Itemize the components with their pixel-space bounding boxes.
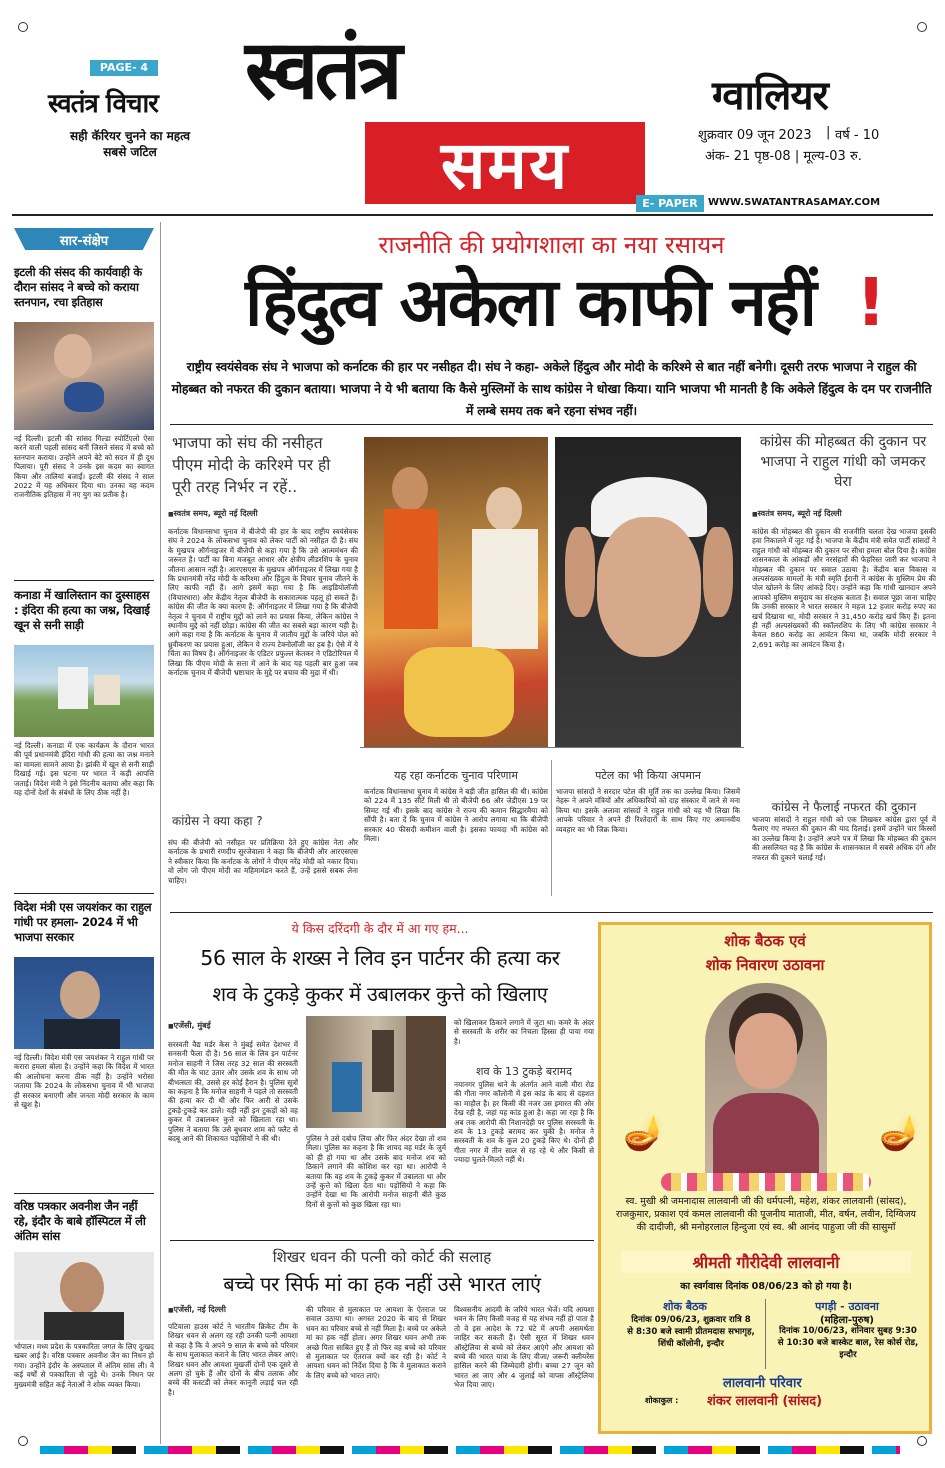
ad-box-2-sub: (महिला-पुरुष) xyxy=(820,1315,874,1326)
court-byline: ■ एजेंसी, नई दिल्ली xyxy=(168,1304,298,1315)
right-story-head: कांग्रेस की मोहब्बत की दुकान पर भाजपा ने राहुल गांधी को जमकर घेरा xyxy=(759,434,927,490)
section-subtitle: सही कॅरियर चुनने का महत्व सबसे जटिल xyxy=(69,129,191,159)
right-story-byline: ■ स्वतंत्र समय, ब्यूरो नई दिल्ली xyxy=(752,508,936,519)
court-kicker: शिखर धवन की पत्नी को कोर्ट की सलाह xyxy=(272,1248,492,1266)
brief-1-text: नई दिल्ली। इटली की सांसद गिल्डा स्पोर्टिएलो ऐसा करने वाली पहली सांसद बनीं जिसने संसद में बच्चे को स्तनपान कराया। उन्होंने अपने बेटे को सदन में ही दूध पिलाया। पूरी संसद ने उनके इस कदम का स्वागत किया और तालियां बजाईं। इटली की संसद ने साल 2022 में यह अधिकार दिया था। उनका यह कदम राजनीतिक इतिहास में नए युग का प्रतीक है। xyxy=(14,434,154,500)
lead-headline: हिंदुत्व अकेला काफी नहीं xyxy=(245,264,815,341)
logo-top: स्वतंत्र xyxy=(245,22,399,118)
brief-4-text: भोपाल। मध्य प्रदेश के पत्रकारिता जगत के लिए दुःखद खबर आई है। वरिष्ठ पत्रकार अवनीश जैन का निधन हो गया। उन्होंने इंदौर के अस्पताल में अंतिम सांस ली। वे कई वर्षों से पत्रकारिता से जुड़े थे। उनके निधन पर मुख्यमंत्री सहित कई नेताओं ने शोक व्यक्त किया। xyxy=(14,1342,154,1389)
ad-mourner-label: शोकाकुल : xyxy=(645,1396,679,1405)
court-text-1: पटियाला हाउस कोर्ट ने भारतीय क्रिकेट टीम के शिखर धवन से अलग रह रही उनकी पत्नी आयशा से कहा है कि वे अपने 9 साल के बच्चे को परिवार के साथ मुलाकात कराने के लिए भारत लेकर आएं। शिखर धवन और आयशा मुखर्जी दोनों एक दूसरे से अलग हो चुके हैं और दोनों के बीच तलाक और बच्चे की कस्टडी को लेकर कानूनी लड़ाई चल रही है। xyxy=(168,1322,298,1397)
crime-text-1: सरस्वती वैद्य मर्डर केस ने मुंबई समेत देशभर में सनसनी फैला दी है। 56 साल के लिव इन पार्टनर मनोज साहनी ने जिस तरह 32 साल की सरस्वती की मौत के घाट उतार और उसके शव के साथ जो बीभत्सता की, उससे हर कोई हैरान है। पुलिस सूत्रों का कहना है कि मनोज साहनी ने पहले तो सरस्वती की हत्या कर दी थी और फिर आरी से उसके टुकड़े-टुकड़े कर डाले। यही नहीं इन टुकड़ों को वह कुकर में उबालकर कुत्ते को खिलाता रहा था। पुलिस ने बताया कि उसे बुधवार शाम को फ्लैट से बदबू आने की शिकायत पड़ोसियों ने की थी। xyxy=(168,1040,298,1144)
ad-title-2: शोक निवारण उठावना xyxy=(705,956,825,974)
brief-4-title: वरिष्ठ पत्रकार अवनीश जैन नहीं रहे, इंदौर के बाबे हॉस्पिटल में ली अंतिम सांस xyxy=(14,1199,146,1243)
crime-text-4: नयानगर पुलिस थाने के अंतर्गत आने वाली मीरा रोड की गीता नगर कॉलोनी में इस कांड के बाद से दहशत का माहौल है। हर किसी की नजर उस इमारत की ओर देख रही है, जहां यह कांड हुआ है। कहा जा रहा है कि अब तक आरोपी की निशानदेही पर पुलिस सरस्वती के शव के 13 टुकड़े बरामद कर चुकी है। मनोज ने सरस्वती के शव के कुल 20 टुकड़े किए थे। दोनों ही गीता नगर में तीन साल से रह रहे थे और किसी से ज्यादा घुलते-मिलते नहीं थे। xyxy=(454,1080,594,1165)
lead-intro: राष्ट्रीय स्वयंसेवक संघ ने भाजपा को कर्नाटक की हार पर नसीहत दी। संघ ने कहा- अकेले हिंदुत्व और मोदी के करिश्मे से बात नहीं बनेगी। दूसरी तरफ भाजपा ने राहुल की मोहब्बत को नफरत की दुकान बताया। भाजपा ने ये भी बताया कि कैसे मुस्लिमों के साथ कांग्रेस ने धोखा किया। यानि भाजपा भी मानती है कि अकेले हिंदुत्व के दम पर राजनीति में लम्बे समय तक बने रहना संभव नहीं। xyxy=(171,360,932,418)
brief-2-title: कनाडा में खालिस्तान का दुस्साहस : इंदिरा की हत्या का जश्न, दिखाई खून से सनी साड़ी xyxy=(14,588,150,632)
edition-year: वर्ष - 10 xyxy=(835,128,880,143)
ad-mourner: शंकर लालवानी (सांसद) xyxy=(707,1394,823,1409)
city-name: ग्वालियर xyxy=(712,73,828,119)
crime-headline-2: शव के टुकड़े कुकर में उबालकर कुत्ते को खिलाए xyxy=(212,982,548,1006)
ad-box-1-title: शोक बैठक xyxy=(663,1300,707,1313)
crime-byline: ■ एजेंसी, मुंबई xyxy=(168,1020,298,1031)
left-story-text-2: संघ की बीजेपी को नसीहत पर प्रतिक्रिया देते हुए कांग्रेस नेता और कर्नाटक के प्रभारी रणदीप सुरजेवाला ने कहा कि बीजेपी और आरएसएस ने स्वीकार किया कि कर्नाटक के लोगों ने पीएम नरेंद्र मोदी को नकार दिया। वो लोग जो पीएम मोदी का महिमामंडन करते हैं, उन्हें इससे सबक लेना चाहिए। xyxy=(168,838,358,885)
crime-headline-1: 56 साल के शख्स ने लिव इन पार्टनर की हत्या कर xyxy=(200,946,560,970)
crime-photo xyxy=(306,1016,446,1128)
ad-text: स्व. मुखी श्री जमनादास लालवानी जी की धर्मपत्नी, महेश, शंकर लालवानी (सांसद), राजकुमार, प्रकाश एवं कमल लालवानी की पूजनीय माताजी, मीत, वर्षन, लवीन, दिग्विजय की दादीजी, श्री मनोहरलाल हिन्दुजा एवं स्व. श्री आनंद पाहुजा जी की सासुमाँ xyxy=(616,1196,916,1233)
obituary-ad xyxy=(598,922,932,1434)
ad-family: लालवानी परिवार xyxy=(723,1376,802,1391)
right-story-text-2: भाजपा सांसदों ने राहुल गांधी को एक लिखकर कांग्रेस द्वारा पूर्व में फैलाए गए नफरत की दुकान की याद दिलाई। इसमें उन्होंने चार किस्सों का उल्लेख किया है। उन्होंने अपने पत्र में लिखा कि मोहब्बत की दुकान की असलियत यह है कि कांग्रेस के शासनकाल में सबसे अधिक दंगे और नफरत की दुकाने चलाई गईं। xyxy=(752,815,936,862)
crime-kicker: ये किस दरिंदगी के दौर में आ गए हम... xyxy=(291,921,469,936)
photo-modi-temple xyxy=(364,437,548,747)
brief-3-title: विदेश मंत्री एस जयशंकर का राहुल गांधी पर हमला- 2024 में भी भाजपा सरकार xyxy=(14,900,152,944)
section-title: स्वतंत्र विचार xyxy=(48,89,158,119)
lead-headline-bang: ! xyxy=(856,264,887,341)
caption-2-text: भाजपा सांसदों ने सरदार पटेल की मूर्ति तक का उल्लेख किया। जिसमें नेहरू ने अपने मंत्रियों और अधिकारियों को दाह संस्कार में जाने से मना किया था। इसके अलावा सांसदों ने राहुल गांधी को यह भी लिखा कि आपके परिवार ने अपने ही रिश्तेदारों के साथ किए गए अमानवीय व्यवहार का भी जिक्र किया। xyxy=(556,787,740,834)
ad-deceased-name: श्रीमती गौरीदेवी लालवानी xyxy=(621,1251,911,1273)
ad-portrait xyxy=(705,983,827,1183)
lamp-icon: 🪔 xyxy=(623,1113,666,1153)
registration-mark xyxy=(18,22,28,32)
ad-box-1-text: दिनांक 09/06/23, शुक्रवार रात्रि 8 से 8:30 बजे स्वामी प्रीतमदास सभागृह, शिंधी कॉलोनी, इन्दौर xyxy=(627,1315,755,1349)
brief-4-photo xyxy=(14,1252,154,1340)
crime-subhead: शव के 13 टुकड़े बरामद xyxy=(476,1065,572,1078)
crime-text-2: पुलिस ने उसे दबोच लिया और फिर अंदर देखा तो शव मिला। पुलिस का कहना है कि शायद वह मर्डर के जुर्म को ही हो गया था और उसके बाद मनोज शव को ठिकाने लगाने की कोशिश कर रहा था। आरोपी ने बताया कि वह शव के टुकड़े कुकर में उबालता था और उन्हें कुत्ते को खिला देता था। पड़ोसियों ने कहा कि उन्होंने देखा था कि आरोपी मनोज साहनी बीते कुछ दिनों से कुत्तों को कुछ खिला रहा था। xyxy=(306,1134,446,1209)
brief-3-text: नई दिल्ली। विदेश मंत्री एस जयशंकर ने राहुल गांधी पर करारा हमला बोला है। उन्होंने कहा कि विदेश में भारत की आलोचना करना ठीक नहीं है। उन्होंने भरोसा जताया कि 2024 के लोकसभा चुनाव में भी भाजपा ही सरकार बनाएगी और जनता मोदी सरकार के काम से खुश है। xyxy=(14,1053,154,1110)
court-text-3: विश्वसनीय आदमी के जरिये भारत भेजें। यदि आयशा धवन के लिए किसी वजह से यह संभव नहीं हो पाता है तो वे इस आदेश के 72 घंटे में अपनी असमर्थता जाहिर कर सकती हैं। ऐसी सूरत में शिखर धवन ऑस्ट्रेलिया से बच्चे को लेकर आएंगे और आयशा को बच्चे की भारत यात्रा के लिए वीजा/ जरूरी क्लीयरेंस हासिल करने की जिम्मेदारी होगी। बच्चा 27 जून को भारत आ जाए और 4 जुलाई को वापस ऑस्ट्रेलिया भेज दिया जाए। xyxy=(454,1305,594,1390)
brief-1-title: इटली की संसद की कार्यवाही के दौरान सांसद ने बच्चे को कराया स्तनपान, रचा इतिहास xyxy=(14,265,142,309)
court-text-2: की परिवार से मुलाकात पर आयशा के ऐतराज पर सवाल उठाया था। अगस्त 2020 के बाद से शिखर धवन का परिवार बच्चे से नहीं मिला है। बच्चे पर अकेले मां का हक नहीं होता। अगर शिखर धवन अभी तक अच्छे पिता साबित हुए हैं तो फिर वह बच्चे को परिवार से मुलाकात पर ऐतराज क्यों कर रही है। कोर्ट ने आयशा धवन को निर्देश दिया है कि वे मुलाकात कराने के लिए बच्चे को भारत लाएं। xyxy=(306,1305,446,1380)
court-headline: बच्चे पर सिर्फ मां का हक नहीं उसे भारत लाएं xyxy=(223,1272,541,1296)
brief-3-photo xyxy=(14,957,154,1049)
masthead-rule xyxy=(12,214,933,216)
edition-issue: अंक- 21 पृष्ठ-08 | मूल्य-03 रु. xyxy=(705,149,862,164)
ad-flowers xyxy=(661,1173,871,1191)
photo-rahul-gandhi xyxy=(555,437,741,747)
right-story-text: कांग्रेस की मोहब्बत की दुकान की राजनीति चलता देख भाजपा इसकी हवा निकालने में जुट गई है। भाजपा के केंद्रीय मंत्री समेत पार्टी सांसदों ने राहुल गांधी को मोहब्बत की दुकान पर सीधा हमला बोल दिया है। कांग्रेस शासनकाल के आंकड़ों और नरसंहारों की फेहरिस्त जारी कर भाजपा ने मोहब्बत की दुकान पर सवाल उठाया है। केंद्रीय बाल विकास व अल्पसंख्यक मामलों के मंत्री स्मृति ईरानी ने कांग्रेस के मुस्लिम प्रेम की पोल खोलने के लिए आंकड़े दिए। उन्होंने कहा कि गांधी खानदान अपने आपको मुस्लिम समुदाय का संरक्षक बताता है। सवाल पूछा जाना चाहिए कि उनकी सरकार ने भारत सरकार ने महज 12 हजार करोड़ रुपए का खर्च दिखाया था, मोदी सरकार ने 31,450 करोड़ खर्च किए हैं। इतना ही नहीं अल्पसंख्यकों की स्कॉलरशिप के लिए भी कांग्रेस सरकार ने केवल 860 करोड़ का आवंटन किया था, जबकि मोदी सरकार ने 2,691 करोड़ का आवंटन किया है। xyxy=(752,527,936,649)
crime-text-3: को खिलाकर ठिकाने लगाने में जुटा था। कमरे के अंदर से सरस्वती के शरीर का निचला हिस्सा ही पाया गया है। xyxy=(454,1018,594,1046)
logo-bottom: समय xyxy=(440,126,570,204)
left-story-byline: ■ स्वतंत्र समय, ब्यूरो नई दिल्ली xyxy=(168,508,358,519)
brief-2-photo xyxy=(14,645,154,737)
sidebar-head-label: सार-संक्षेप xyxy=(59,234,109,249)
color-bar xyxy=(40,1446,900,1454)
page-tag: PAGE- 4 xyxy=(90,60,158,76)
registration-mark xyxy=(18,1436,28,1446)
caption-1-head: यह रहा कर्नाटक चुनाव परिणाम xyxy=(394,769,518,782)
caption-1-text: कर्नाटक विधानसभा चुनाव में कांग्रेस ने बड़ी जीत हासिल की थी। कांग्रेस को 224 में 135 सीटें मिली थी तो बीजेपी 66 और जेडीएस 19 पर सिमट गई थी। इसके बाद कांग्रेस ने राज्य की कमान सिद्धारमैया को सौंपी है। बता दें कि चुनाव में कांग्रेस ने आरोप लगाया था कि बीजेपी सरकार 40 फीसदी कमीशन वाली है। इसका फायदा भी कांग्रेस को मिला। xyxy=(364,787,548,844)
website-link[interactable]: WWW.SWATANTRASAMAY.COM xyxy=(708,197,881,208)
ad-death-note: का स्वर्गवास दिनांक 08/06/23 को हो गया है। xyxy=(680,1281,852,1292)
ad-title-1 xyxy=(601,931,929,951)
brief-2-text: नई दिल्ली। कनाडा में एक कार्यक्रम के दौरान भारत की पूर्व प्रधानमंत्री इंदिरा गांधी की हत्या का जश्न मनाने का मामला सामने आया है। झांकी में खून से सनी साड़ी दिखाई गई। इस घटना पर भारत ने कड़ी आपत्ति जताई। विदेश मंत्री ने इसे निंदनीय बताया और कहा कि यह दोनों देशों के संबंधों के लिए ठीक नहीं है। xyxy=(14,741,154,798)
right-story-subhead: कांग्रेस ने फैलाई नफरत की दुकान xyxy=(771,800,917,814)
ad-box-2-title: पगड़ी - उठावना xyxy=(815,1300,879,1313)
left-story-head: भाजपा को संघ की नसीहत पीएम मोदी के करिश्मे पर ही पूरी तरह निर्भर न रहें.. xyxy=(172,434,331,496)
ad-box-2-text: दिनांक 10/06/23, शनिवार सुबह 9:30 से 10:30 बजे बास्केट बाल, रेस कोर्स रोड, इन्दौर xyxy=(777,1326,919,1360)
edition-date: शुक्रवार 09 जून 2023 xyxy=(698,128,812,143)
caption-2-head: पटेल का भी किया अपमान xyxy=(595,769,701,782)
registration-mark xyxy=(917,22,927,32)
left-story-subhead: कांग्रेस ने क्या कहा ? xyxy=(172,814,263,828)
ad-title-shok-baithak: शोक बैठक xyxy=(724,932,784,950)
lamp-icon: 🪔 xyxy=(879,1113,922,1153)
registration-mark xyxy=(917,1436,927,1446)
brief-1-photo xyxy=(14,322,154,430)
ad-title-amp: एवं xyxy=(789,932,806,950)
left-story-text: कर्नाटक विधानसभा चुनाव में बीजेपी की हार के बाद राष्ट्रीय स्वयंसेवक संघ ने 2024 के लोकसभा चुनाव को लेकर पार्टी को नसीहत दी है। संघ के मुखपत्र ऑर्गनाइजर में बीजेपी से कहा गया है कि उसे आत्ममंथन की जरूरत है। पार्टी का बिना मजबूत आधार और क्षेत्रीय लीडरशिप के चुनाव जीतना आसान नहीं है। आरएसएस के मुखपत्र ऑर्गनाइजर में लिखा गया है कि प्रधानमंत्री नरेंद्र मोदी के करिश्मा और हिंदुत्व के विचार चुनाव जीतने के लिए काफी नहीं हैं। आगे इसमें कहा गया है कि आइडियोलॉजी (विचारधारा) और केंद्रीय नेतृत्व बीजेपी के सकारात्मक पहलू हो सकते हैं। कांग्रेस की जीत के क्या कारण हैं: ऑर्गनाइजर में लिखा गया है कि बीजेपी नेतृत्व ने चुनाव में राष्ट्रीय मुद्दों को लाने का प्रयास किया, लेकिन कांग्रेस ने स्थानीय मुद्दे को नहीं छोड़ा। कांग्रेस की जीत का सबसे बड़ा कारण यही है। आगे कहा गया है कि कर्नाटक के चुनाव में जातीय मुद्दों के जरिये पोल को ध्रुवीकरण का प्रयास हुआ, लेकिन ये राज्य टेक्नोलॉजी का हब है। ऐसे में ये चिंता का विषय है। ऑर्गनाइजर के एडिटर प्रफुल्ल केतकर ने एडिटोरियल में लिखा कि पीएम मोदी के सत्ता में आने के बाद यह पहली बार हुआ जब कर्नाटक चुनाव में बीजेपी भ्रष्टाचार के मुद्दे पर बचाव की मुद्रा में थी। xyxy=(168,527,358,678)
lead-kicker: राजनीति की प्रयोगशाला का नया रसायन xyxy=(378,231,725,259)
epaper-tag: E- PAPER xyxy=(636,195,704,212)
